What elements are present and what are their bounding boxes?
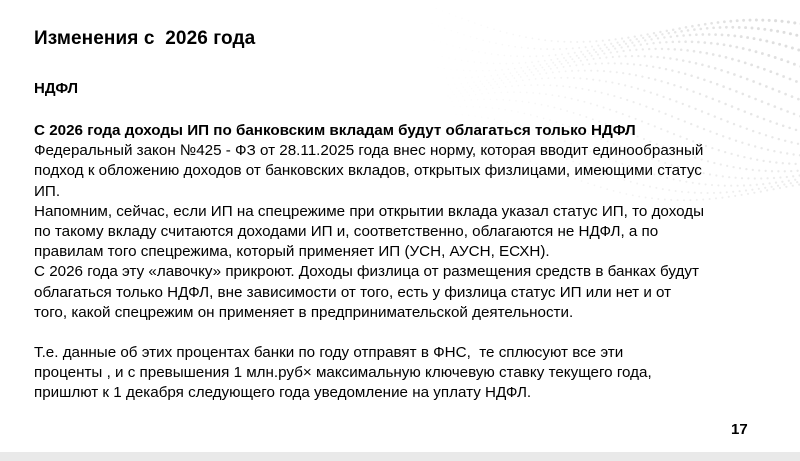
body-text (34, 121, 774, 404)
body-line: Напомним, сейчас, если ИП на спецрежиме при открытии вклада указал статус ИП, то доходы (34, 202, 705, 220)
slide-title: Изменения с 2026 года (34, 28, 256, 49)
body-line: пришлют к 1 декабря следующего года уведомление на уплату НДФЛ. (34, 384, 532, 402)
section-heading: НДФЛ (34, 80, 79, 97)
body-line: ИП. (34, 182, 61, 200)
body-line: С 2026 года эту «лавочку» прикроют. Доходы физлица от размещения средств в банках будут (34, 263, 699, 281)
body-line: подход к обложению доходов от банковских вкладов, открытых физлицами, имеющими статус (34, 162, 702, 180)
paragraph-gap (34, 323, 774, 343)
body-line: облагаться только НДФЛ, вне зависимости от того, есть у физлица статус ИП или нет и от (34, 283, 672, 301)
body-line: того, какой спецрежим он применяет в предпринимательской деятельности. (34, 303, 574, 321)
body-line: Федеральный закон №425 - ФЗ от 28.11.2025 года внес норму, которая вводит единообразный (34, 142, 704, 160)
body-heading-line: С 2026 года доходы ИП по банковским вкладам будут облагаться только НДФЛ (34, 122, 636, 139)
body-line: проценты , и с превышения 1 млн.руб× максимальную ключевую ставку текущего года, (34, 364, 652, 382)
page-number: 17 (731, 421, 748, 438)
body-line: правилам того спецрежима, который применяет ИП (УСН, АУСН, ЕСХН). (34, 243, 550, 261)
bottom-strip (0, 452, 800, 461)
body-line: Т.е. данные об этих процентах банки по году отправят в ФНС, те сплюсуют все эти (34, 344, 624, 362)
body-line: по такому вкладу считаются доходами ИП и, соответственно, облагаются не НДФЛ, а по (34, 223, 659, 241)
